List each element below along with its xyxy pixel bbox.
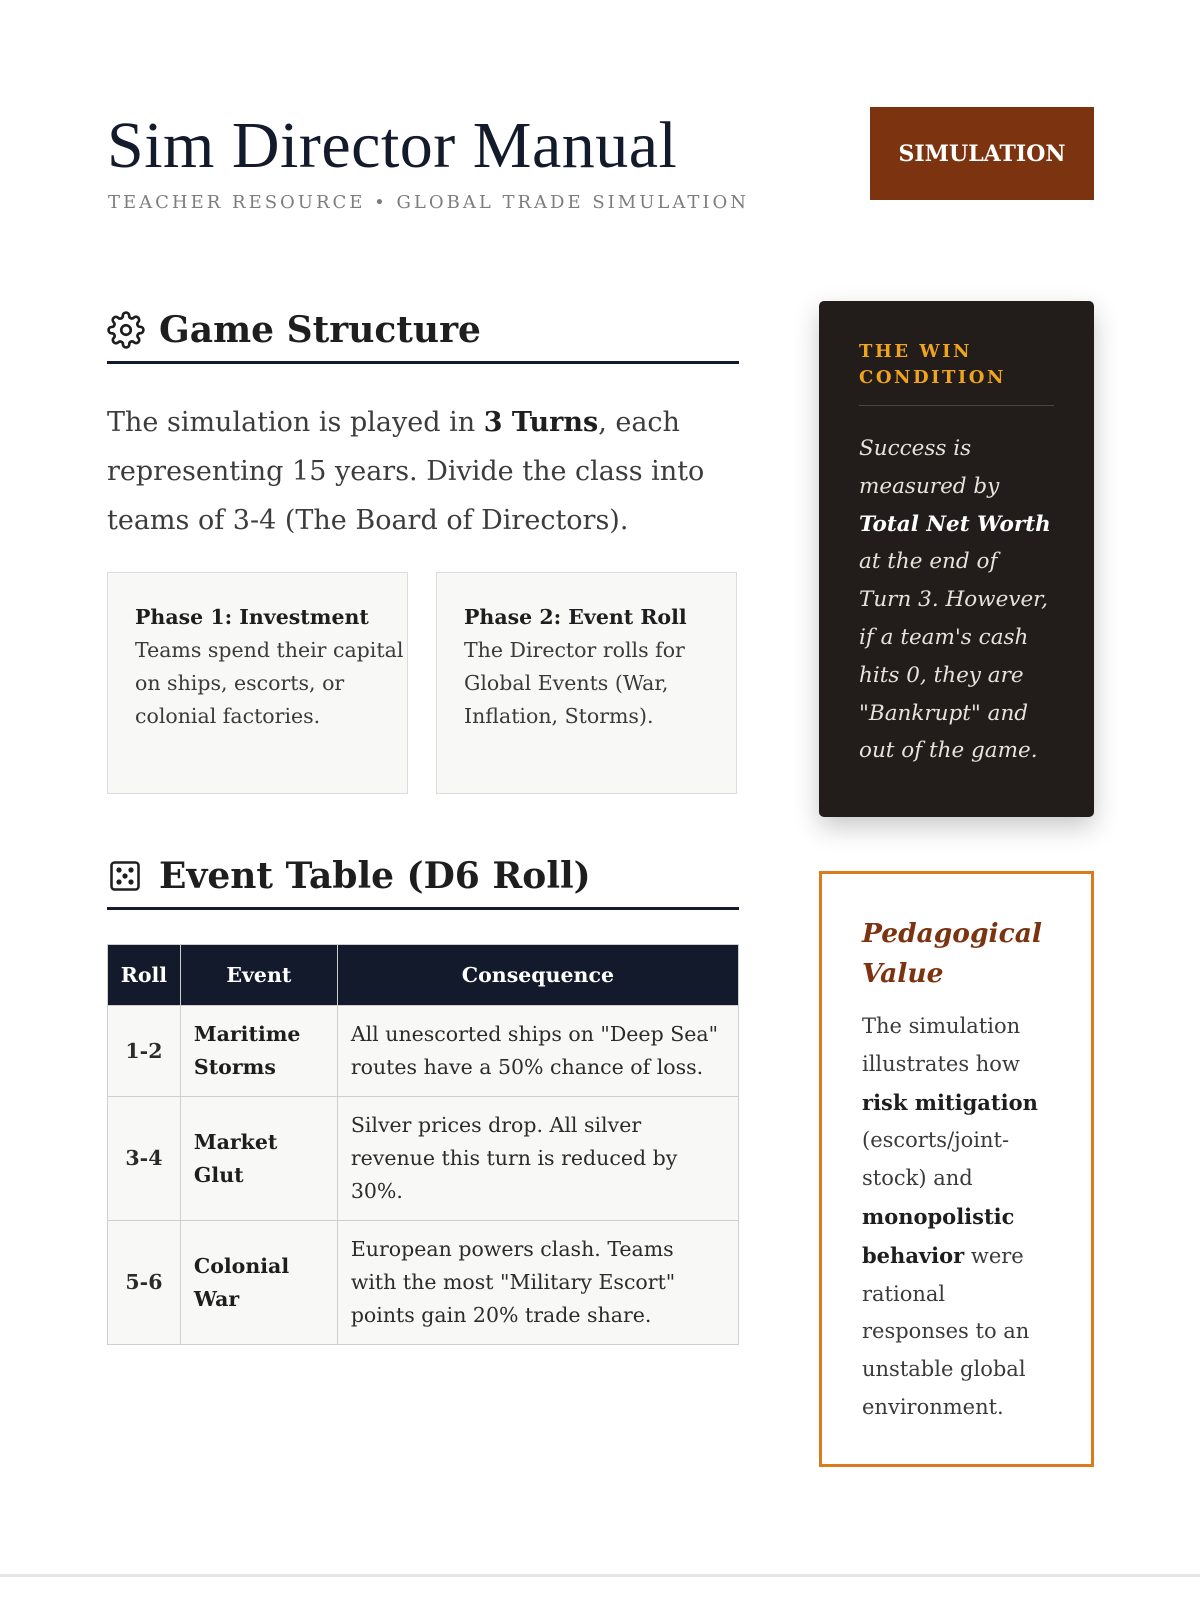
phase-1-title: Phase 1: Investment bbox=[135, 605, 369, 629]
column-header-roll: Roll bbox=[108, 945, 181, 1006]
event-table-header bbox=[107, 845, 739, 910]
simulation-badge[interactable]: SIMULATION bbox=[870, 107, 1094, 200]
column-header-event: Event bbox=[180, 945, 337, 1006]
consequence-cell: All unescorted ships on "Deep Sea" routes have a 50% chance of loss. bbox=[337, 1006, 738, 1097]
win-condition-panel bbox=[819, 301, 1094, 817]
event-cell: Maritime Storms bbox=[180, 1006, 337, 1097]
phase-card-1 bbox=[107, 572, 408, 794]
section-title-event-table: Event Table (D6 Roll) bbox=[159, 855, 591, 897]
gear-icon bbox=[107, 310, 147, 350]
pedagogical-value-title: Pedagogical Value bbox=[862, 918, 1042, 989]
pedagogical-value-panel bbox=[819, 871, 1094, 1467]
pedagogical-value-text: The simulation illustrates how risk mitigation (escorts/joint-stock) and monopolistic behavior were rational responses to an unstable global environment. bbox=[862, 1014, 1038, 1419]
column-header-consequence: Consequence bbox=[337, 945, 738, 1006]
phase-card-2 bbox=[436, 572, 737, 794]
page-title: Sim Director Manual bbox=[107, 109, 678, 182]
game-structure-header bbox=[107, 299, 739, 364]
event-cell: Colonial War bbox=[180, 1221, 337, 1345]
game-structure-intro: The simulation is played in 3 Turns, each representing 15 years. Divide the class into teams of 3-4 (The Board of Directors). bbox=[107, 407, 705, 536]
consequence-cell: European powers clash. Teams with the most "Military Escort" points gain 20% trade share. bbox=[337, 1221, 738, 1345]
table-header-row bbox=[108, 945, 739, 1006]
dice-icon bbox=[107, 856, 147, 896]
phase-1-text: Teams spend their capital on ships, escorts, or colonial factories. bbox=[135, 638, 404, 728]
table-row bbox=[108, 1006, 739, 1097]
table-row bbox=[108, 1097, 739, 1221]
event-cell: Market Glut bbox=[180, 1097, 337, 1221]
consequence-cell: Silver prices drop. All silver revenue this turn is reduced by 30%. bbox=[337, 1097, 738, 1221]
roll-cell: 3-4 bbox=[108, 1097, 181, 1221]
phase-2-text: The Director rolls for Global Events (War, Inflation, Storms). bbox=[464, 638, 685, 728]
win-condition-text: Success is measured by Total Net Worth at the end of Turn 3. However, if a team's cash hits 0, they are "Bankrupt" and out of the game. bbox=[859, 436, 1051, 764]
section-title-game-structure: Game Structure bbox=[159, 309, 481, 351]
roll-cell: 1-2 bbox=[108, 1006, 181, 1097]
win-condition-title: THE WIN CONDITION bbox=[859, 339, 1054, 406]
page-bottom-divider bbox=[0, 1574, 1200, 1577]
table-row bbox=[108, 1221, 739, 1345]
roll-cell: 5-6 bbox=[108, 1221, 181, 1345]
page-subtitle: TEACHER RESOURCE • GLOBAL TRADE SIMULATION bbox=[108, 192, 749, 213]
phase-2-title: Phase 2: Event Roll bbox=[464, 605, 687, 629]
event-table bbox=[107, 944, 739, 1345]
